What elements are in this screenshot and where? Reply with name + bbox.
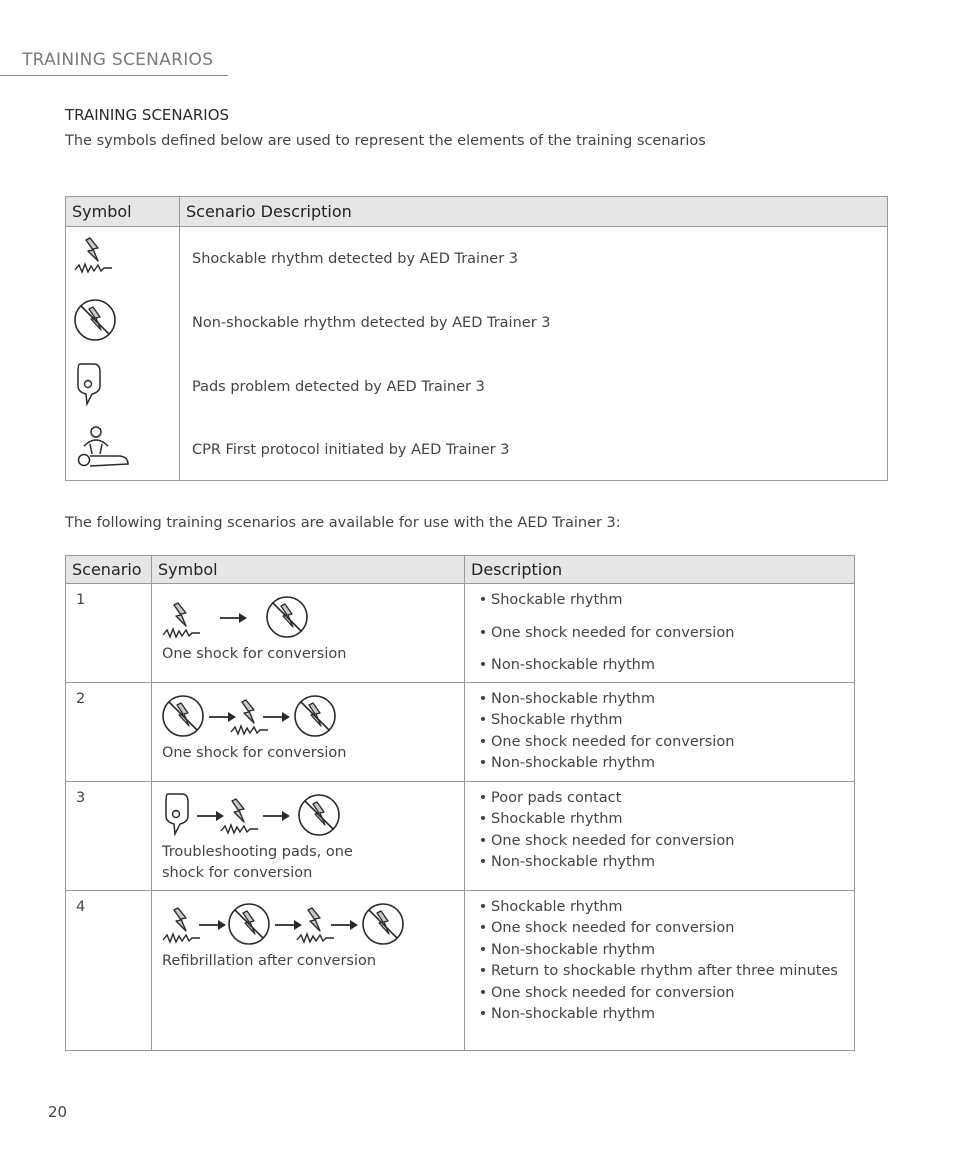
non-shockable-rhythm-icon bbox=[74, 299, 118, 343]
scenario-row bbox=[66, 782, 855, 891]
shockable-rhythm-icon bbox=[74, 237, 118, 277]
list-item: • One shock needed for conversion bbox=[475, 831, 854, 852]
scenario-description-list bbox=[475, 584, 854, 682]
column-header-symbol: Symbol bbox=[66, 197, 180, 227]
scenarios-table bbox=[65, 555, 855, 1051]
section-title: TRAINING SCENARIOS bbox=[65, 106, 230, 124]
scenario-description-list bbox=[475, 689, 854, 775]
arrow-icon bbox=[331, 920, 358, 930]
list-item: • One shock needed for conversion bbox=[475, 617, 854, 650]
symbol-row bbox=[66, 420, 888, 481]
column-header-scenario-description: Scenario Description bbox=[180, 197, 888, 227]
list-item: • One shock needed for conversion bbox=[475, 732, 854, 753]
scenario-number: 2 bbox=[66, 683, 152, 782]
non-shockable-rhythm-icon bbox=[267, 597, 307, 637]
list-item: • Non-shockable rhythm bbox=[475, 852, 854, 873]
list-item: • One shock needed for conversion bbox=[475, 983, 854, 1004]
header-title: TRAINING SCENARIOS bbox=[22, 50, 214, 70]
symbol-row bbox=[66, 354, 888, 420]
symbol-description: Shockable rhythm detected by AED Trainer 3 bbox=[192, 251, 518, 267]
shockable-rhythm-icon bbox=[163, 908, 200, 942]
scenario-row bbox=[66, 683, 855, 782]
scenario-symbol-sequence bbox=[162, 691, 464, 741]
list-item: • One shock needed for conversion bbox=[475, 918, 854, 939]
symbol-row bbox=[66, 291, 888, 354]
arrow-icon bbox=[199, 920, 226, 930]
symbol-description: CPR First protocol initiated by AED Trainer 3 bbox=[192, 442, 510, 458]
section-intro: The symbols defined below are used to represent the elements of the training scenarios bbox=[65, 133, 706, 149]
non-shockable-rhythm-icon bbox=[229, 904, 269, 944]
scenario-symbol-sequence bbox=[162, 899, 464, 949]
list-item: • Non-shockable rhythm bbox=[475, 940, 854, 961]
list-item: • Shockable rhythm bbox=[475, 710, 854, 731]
scenario-caption: Troubleshooting pads, one shock for conversion bbox=[162, 844, 353, 881]
column-header-symbol: Symbol bbox=[152, 556, 465, 584]
symbols-table bbox=[65, 196, 888, 481]
scenario-symbol-sequence bbox=[162, 592, 464, 642]
arrow-icon bbox=[220, 613, 247, 623]
list-item: • Shockable rhythm bbox=[475, 809, 854, 830]
list-item: • Shockable rhythm bbox=[475, 897, 854, 918]
non-shockable-rhythm-icon bbox=[363, 904, 403, 944]
scenario-caption: Refibrillation after conversion bbox=[162, 953, 377, 969]
list-item: • Non-shockable rhythm bbox=[475, 649, 854, 682]
list-item: • Shockable rhythm bbox=[475, 584, 854, 617]
arrow-icon bbox=[197, 811, 224, 821]
column-header-scenario: Scenario bbox=[66, 556, 152, 584]
arrow-icon bbox=[275, 920, 302, 930]
list-item: • Poor pads contact bbox=[475, 788, 854, 809]
list-item: • Non-shockable rhythm bbox=[475, 689, 854, 710]
scenario-number: 1 bbox=[66, 584, 152, 683]
symbol-description: Pads problem detected by AED Trainer 3 bbox=[192, 379, 485, 395]
list-item: • Non-shockable rhythm bbox=[475, 1004, 854, 1025]
list-item: • Non-shockable rhythm bbox=[475, 753, 854, 774]
scenario-row bbox=[66, 584, 855, 683]
scenario-number: 3 bbox=[66, 782, 152, 891]
arrow-icon bbox=[209, 712, 236, 722]
scenario-caption: One shock for conversion bbox=[162, 646, 347, 662]
page-number: 20 bbox=[48, 1103, 68, 1121]
scenario-number: 4 bbox=[66, 891, 152, 1051]
scenario-symbol-sequence bbox=[162, 790, 464, 840]
shockable-rhythm-icon bbox=[221, 799, 258, 833]
arrow-icon bbox=[263, 811, 290, 821]
pads-problem-icon bbox=[74, 362, 104, 408]
shockable-rhythm-icon bbox=[163, 603, 200, 637]
scenario-description-list bbox=[475, 897, 854, 1025]
non-shockable-rhythm-icon bbox=[295, 696, 335, 736]
header-divider bbox=[0, 75, 228, 76]
shockable-rhythm-icon bbox=[231, 700, 268, 734]
shockable-rhythm-icon bbox=[297, 908, 334, 942]
list-item: • Return to shockable rhythm after three minutes bbox=[475, 961, 854, 982]
non-shockable-rhythm-icon bbox=[163, 696, 203, 736]
scenario-caption: One shock for conversion bbox=[162, 745, 347, 761]
available-scenarios-text: The following training scenarios are available for use with the AED Trainer 3: bbox=[65, 515, 621, 531]
cpr-first-icon bbox=[74, 426, 132, 470]
column-header-description: Description bbox=[465, 556, 855, 584]
non-shockable-rhythm-icon bbox=[299, 795, 339, 835]
scenario-row bbox=[66, 891, 855, 1051]
pads-problem-icon bbox=[166, 794, 188, 834]
symbol-description: Non-shockable rhythm detected by AED Trainer 3 bbox=[192, 314, 551, 331]
symbol-row bbox=[66, 227, 888, 292]
arrow-icon bbox=[263, 712, 290, 722]
scenario-description-list bbox=[475, 788, 854, 874]
